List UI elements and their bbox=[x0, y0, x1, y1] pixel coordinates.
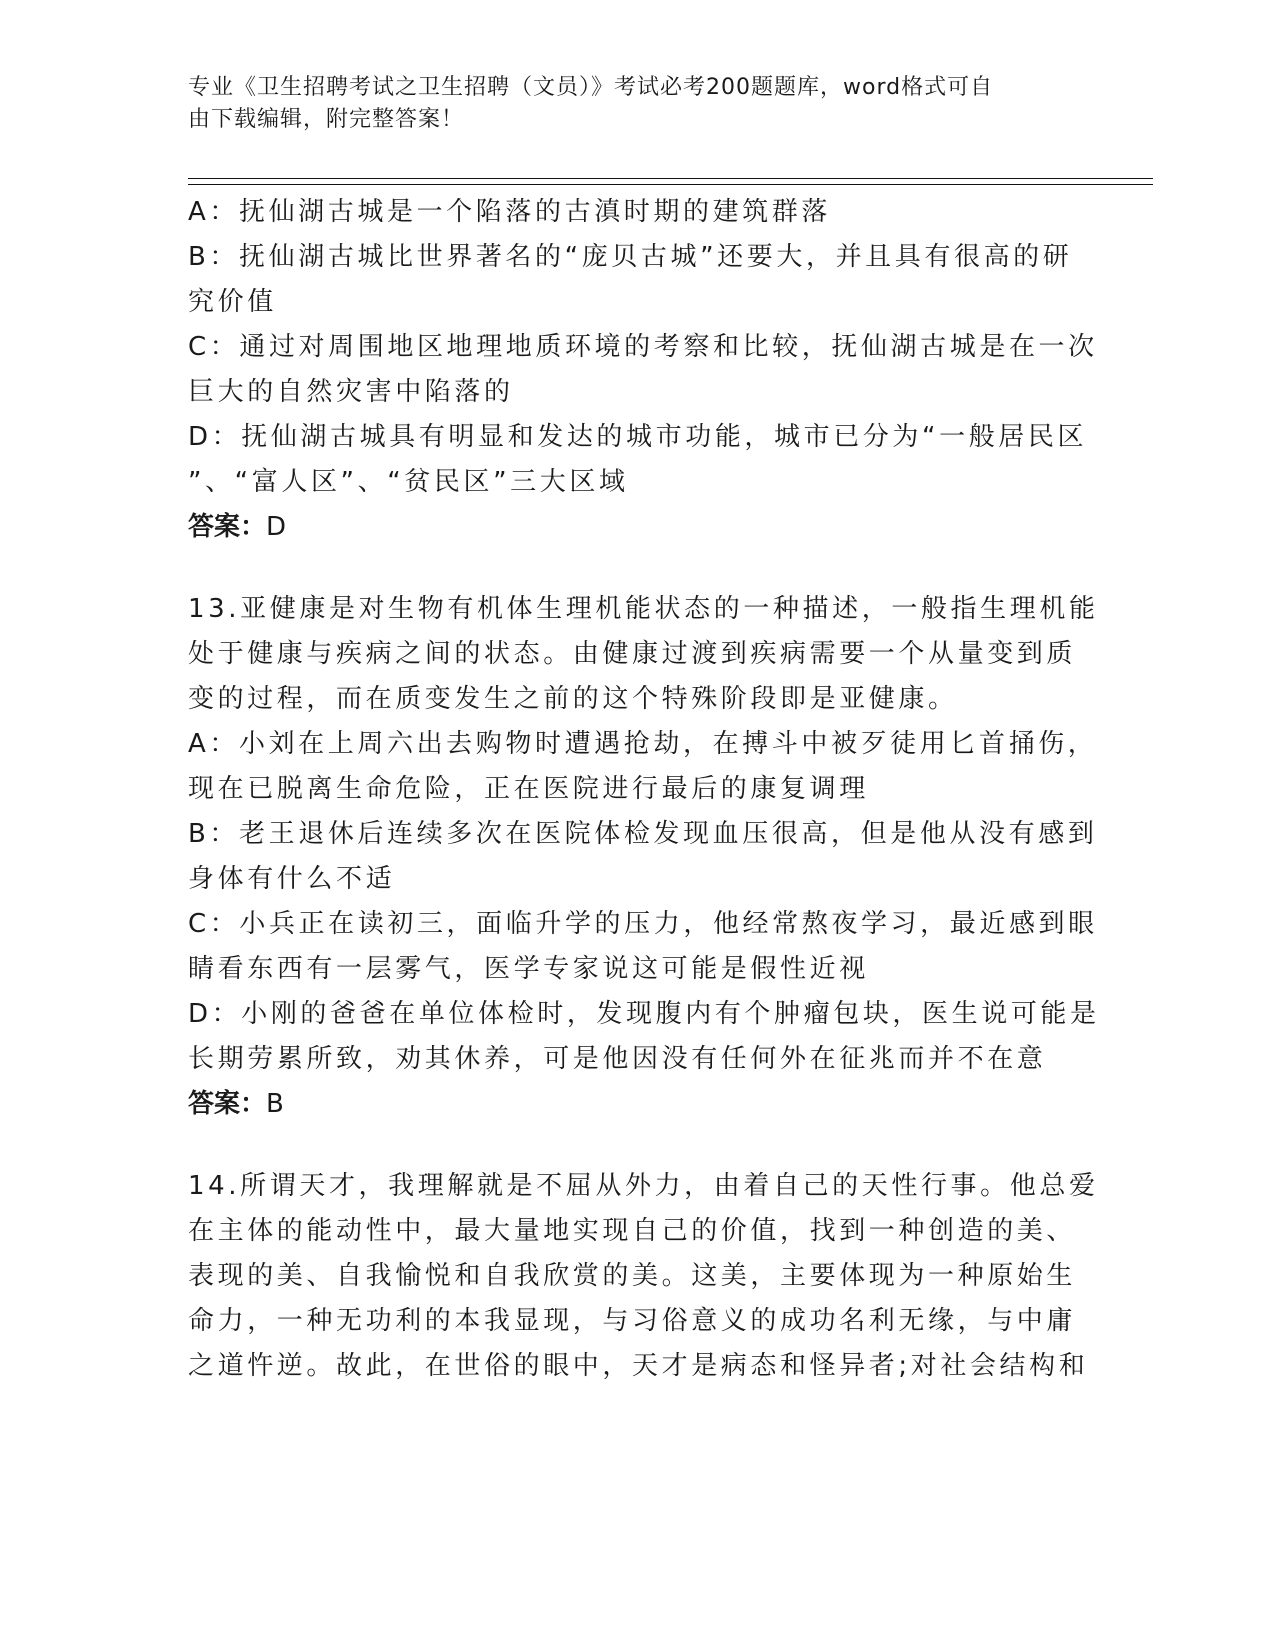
option-d: D：抚仙湖古城具有明显和发达的城市功能，城市已分为“一般居民区 bbox=[188, 422, 1088, 452]
document-body bbox=[188, 190, 1100, 1389]
answer-value: D bbox=[266, 512, 287, 542]
question-stem-cont: 命力，一种无功利的本我显现，与习俗意义的成功名利无缘，与中庸 bbox=[188, 1306, 1077, 1336]
option-b: B：抚仙湖古城比世界著名的“庞贝古城”还要大，并且具有很高的研 bbox=[188, 242, 1073, 272]
header-line-2: 由下载编辑，附完整答案！ bbox=[188, 107, 465, 132]
question-14 bbox=[188, 1164, 1099, 1389]
answer-label: 答案： bbox=[188, 512, 267, 542]
question-12 bbox=[188, 190, 1098, 550]
option-b-cont: 究价值 bbox=[188, 287, 277, 317]
option-d-cont: 长期劳累所致，劝其休养，可是他因没有任何外在征兆而并不在意 bbox=[188, 1044, 1047, 1074]
question-stem-cont: 之道忤逆。故此，在世俗的眼中，天才是病态和怪异者;对社会结构和 bbox=[188, 1351, 1089, 1381]
question-stem-cont: 在主体的能动性中，最大量地实现自己的价值，找到一种创造的美、 bbox=[188, 1216, 1077, 1246]
option-b: B：老王退休后连续多次在医院体检发现血压很高，但是他从没有感到 bbox=[188, 819, 1098, 849]
option-c: C：通过对周围地区地理地质环境的考察和比较，抚仙湖古城是在一次 bbox=[188, 332, 1098, 362]
answer bbox=[188, 1082, 1068, 1127]
option-d-cont: ”、“富人区”、“贫民区”三大区域 bbox=[188, 467, 629, 497]
spacer bbox=[188, 1127, 1068, 1164]
header-divider-bottom bbox=[188, 184, 1153, 185]
option-b-cont: 身体有什么不适 bbox=[188, 864, 396, 894]
question-13 bbox=[188, 587, 1100, 1127]
document-header bbox=[188, 72, 1068, 136]
question-stem: 14.所谓天才，我理解就是不屈从外力，由着自己的天性行事。他总爱 bbox=[188, 1171, 1099, 1201]
answer-value: B bbox=[266, 1089, 284, 1119]
header-divider-top bbox=[188, 178, 1153, 179]
question-stem: 13.亚健康是对生物有机体生理机能状态的一种描述，一般指生理机能 bbox=[188, 594, 1099, 624]
question-stem-cont: 表现的美、自我愉悦和自我欣赏的美。这美，主要体现为一种原始生 bbox=[188, 1261, 1077, 1291]
answer-label: 答案： bbox=[188, 1089, 267, 1119]
option-c-cont: 睛看东西有一层雾气，医学专家说这可能是假性近视 bbox=[188, 954, 869, 984]
question-stem-cont: 变的过程，而在质变发生之前的这个特殊阶段即是亚健康。 bbox=[188, 684, 958, 714]
header-line-1: 专业《卫生招聘考试之卫生招聘（文员）》考试必考200题题库，word格式可自 bbox=[188, 75, 994, 100]
answer bbox=[188, 505, 1068, 550]
option-c: C：小兵正在读初三，面临升学的压力，他经常熬夜学习，最近感到眼 bbox=[188, 909, 1098, 939]
spacer bbox=[188, 550, 1068, 587]
option-a-cont: 现在已脱离生命危险，正在医院进行最后的康复调理 bbox=[188, 774, 869, 804]
question-stem-cont: 处于健康与疾病之间的状态。由健康过渡到疾病需要一个从量变到质 bbox=[188, 639, 1077, 669]
option-d: D：小刚的爸爸在单位体检时，发现腹内有个肿瘤包块，医生说可能是 bbox=[188, 999, 1100, 1029]
option-c-cont: 巨大的自然灾害中陷落的 bbox=[188, 377, 514, 407]
option-a: A：抚仙湖古城是一个陷落的古滇时期的建筑群落 bbox=[188, 197, 831, 227]
option-a: A：小刘在上周六出去购物时遭遇抢劫，在搏斗中被歹徒用匕首捅伤， bbox=[188, 729, 1098, 759]
